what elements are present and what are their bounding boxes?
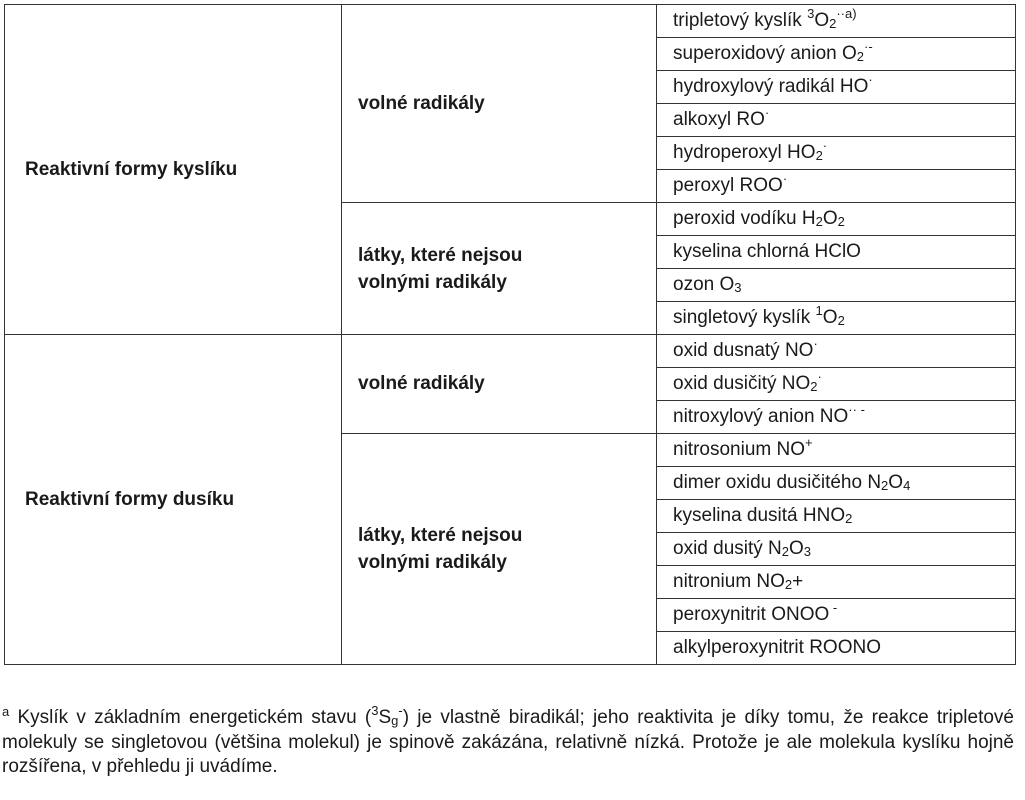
superscript: 3	[807, 6, 815, 21]
subscript: 3	[803, 544, 812, 559]
superscript: ·	[817, 369, 822, 384]
species-name: peroxyl ROO	[673, 175, 783, 196]
species-cell	[657, 434, 1016, 467]
superscript: ··a)	[836, 6, 857, 21]
formula-part: +	[792, 571, 804, 592]
superscript: 1	[815, 303, 823, 318]
superscript: ·	[813, 336, 818, 351]
formula-part: O	[789, 538, 804, 559]
subscript: 2	[829, 16, 837, 31]
species-cell	[657, 467, 1016, 500]
species-name: nitroxylový anion NO	[673, 406, 849, 427]
footnote-s: S	[378, 707, 392, 728]
species-cell	[657, 269, 1016, 302]
superscript: ·	[822, 138, 828, 153]
species-name: kyselina chlorná HClO	[673, 241, 861, 262]
species-cell	[657, 632, 1016, 665]
species-cell	[657, 203, 1016, 236]
subscript: 2	[881, 478, 889, 493]
species-cell	[657, 368, 1016, 401]
category-cell: Reaktivní formy dusíku	[5, 335, 342, 665]
superscript: ·	[782, 171, 788, 186]
subscript: 2	[845, 511, 853, 526]
species-name: oxid dusičitý NO	[673, 373, 811, 394]
subscript: 4	[903, 478, 911, 493]
species-cell	[657, 335, 1016, 368]
footnote-sub-g: g	[391, 713, 399, 728]
subcategory-label-line: látky, které nejsou	[358, 525, 523, 546]
species-cell	[657, 38, 1016, 71]
species-name: alkylperoxynitrit ROONO	[673, 637, 881, 658]
species-cell	[657, 71, 1016, 104]
species-name: singletový kyslík	[673, 307, 816, 328]
species-name: hydroperoxyl HO	[673, 142, 816, 163]
subscript: 2	[837, 214, 845, 229]
species-name: alkoxyl RO	[673, 109, 765, 130]
subscript: 2	[810, 379, 818, 394]
species-cell	[657, 533, 1016, 566]
species-cell	[657, 500, 1016, 533]
subscript: 2	[815, 214, 823, 229]
formula-part: O	[822, 208, 838, 229]
footnote-sup-3: 3	[371, 703, 379, 718]
species-cell	[657, 236, 1016, 269]
table-row	[5, 5, 1016, 38]
species-cell	[657, 137, 1016, 170]
species-cell	[657, 401, 1016, 434]
superscript: ·· -	[848, 402, 865, 417]
subscript: 2	[815, 148, 823, 163]
formula-part: O	[822, 307, 838, 328]
subcategory-label-line: látky, které nejsou	[358, 244, 523, 266]
formula-part: O	[814, 10, 830, 31]
species-cell	[657, 302, 1016, 335]
category-cell: Reaktivní formy kyslíku	[5, 5, 342, 335]
footnote-text-b: ) je vlastně biradikál; jeho reaktivita je díky tomu, že reakce tripletové molekuly se singletovou (většina molekul) je spinově zakázána, relativně nízká. Protože je ale molekula kyslíku hojně rozšířena, v přehledu ji uvádíme.	[2, 707, 1014, 777]
superscript: ·	[764, 105, 770, 120]
subcategory-cell	[342, 203, 657, 335]
species-cell	[657, 5, 1016, 38]
footnote-mark: a	[2, 704, 10, 719]
formula-part: O	[888, 472, 904, 493]
reactive-forms-table	[4, 4, 1016, 665]
species-name: tripletový kyslík	[673, 10, 808, 31]
footnote-text-a: Kyslík v základním energetickém stavu (	[9, 707, 372, 728]
subscript: 2	[856, 49, 865, 64]
superscript: +	[805, 435, 813, 450]
subscript: 2	[784, 577, 793, 592]
table-body	[5, 5, 1016, 665]
subscript: 2	[781, 544, 790, 559]
species-name: superoxidový anion O	[673, 43, 857, 64]
species-name: oxid dusitý N	[673, 538, 782, 559]
superscript: ·-	[864, 39, 873, 54]
superscript: ·	[868, 72, 873, 87]
species-name: nitrosonium NO	[673, 439, 805, 460]
species-cell	[657, 566, 1016, 599]
species-name: dimer oxidu dusičitého N	[673, 472, 882, 493]
species-name: peroxynitrit ONOO	[673, 604, 830, 625]
species-cell	[657, 599, 1016, 632]
species-name: oxid dusnatý NO	[673, 340, 814, 361]
subcategory-cell	[342, 434, 657, 665]
subcategory-label-line: volnými radikály	[358, 271, 507, 293]
subcategory-cell: volné radikály	[342, 5, 657, 203]
species-name: peroxid vodíku H	[673, 208, 816, 229]
footnote-sup-minus: -	[398, 703, 403, 718]
species-name: kyselina dusitá HNO	[673, 505, 846, 526]
footnote	[2, 703, 1014, 779]
subcategory-cell: volné radikály	[342, 335, 657, 434]
species-name: ozon O	[673, 274, 735, 295]
species-name: nitronium NO	[673, 571, 785, 592]
subcategory-label-line: volnými radikály	[358, 552, 507, 573]
subscript: 3	[734, 280, 742, 295]
species-name: hydroxylový radikál HO	[673, 76, 869, 97]
species-cell	[657, 104, 1016, 137]
subscript: 2	[837, 313, 845, 328]
superscript: -	[829, 600, 838, 615]
table-row	[5, 335, 1016, 368]
species-cell	[657, 170, 1016, 203]
